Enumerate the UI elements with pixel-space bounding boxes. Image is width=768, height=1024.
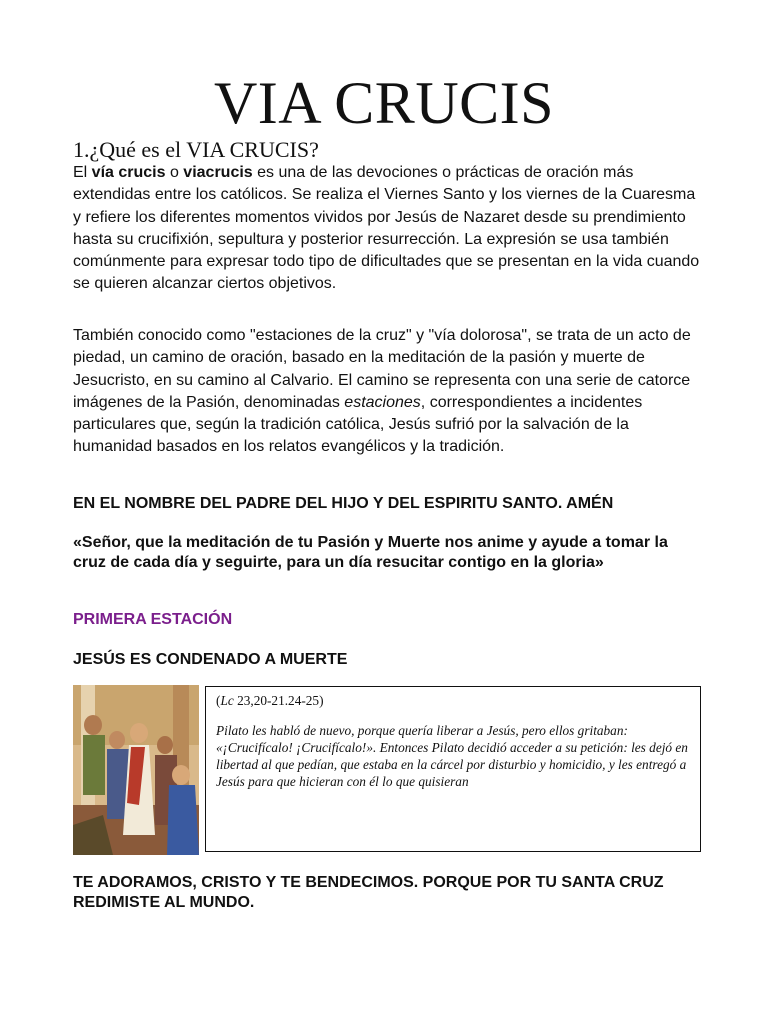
station-label: PRIMERA ESTACIÓN — [73, 611, 233, 628]
station-illustration — [73, 685, 199, 855]
opening-prayer: «Señor, que la meditación de tu Pasión y Muerte nos anime y ayude a tomar la cruz de cada día y seguirte, para un día resucitar contigo en la gloria» — [73, 534, 668, 571]
intro-paragraph — [73, 162, 703, 296]
intro-rest: es una de las devociones o prácticas de oración más extendidas entre los católicos. Se realiza el Viernes Santo y los viernes de la Cuaresma y refiere los diferentes momentos vividos por Jesús de Nazaret desde su prendimiento hasta su crucifixión, sepultura y posterior resurrección. La expresión se usa también comúnmente para expresar todo tipo de dificultades que se presentan en la vida cuando se quieren alcanzar ciertos objetivos. — [73, 164, 700, 293]
invocation-heading: EN EL NOMBRE DEL PADRE DEL HIJO Y DEL ESPIRITU SANTO. AMÉN — [73, 495, 614, 512]
section-subtitle: 1.¿Qué es el VIA CRUCIS? — [73, 137, 319, 162]
term-via-crucis: vía crucis — [91, 164, 166, 181]
gospel-reference — [216, 692, 690, 709]
closing-acclamation: TE ADORAMOS, CRISTO Y TE BENDECIMOS. PORQUE POR TU SANTA CRUZ REDIMISTE AL MUNDO. — [73, 874, 664, 911]
station-heading: JESÚS ES CONDENADO A MUERTE — [73, 651, 348, 668]
reference-verses: 23,20-21.24-25) — [233, 693, 324, 708]
intro-connector: o — [165, 164, 184, 181]
paragraph2-before: También conocido como "estaciones de la cruz" y "vía dolorosa", se trata de un acto de piedad, un camino de oración, basado en la meditación de la pasión y muerte de Jesucristo, en su camino al Calvario. El camino se representa con una serie de catorce imágenes de la Pasión, denominadas — [73, 327, 691, 411]
intro-article: El — [73, 164, 92, 181]
paragraph2-after: , correspondientes a incidentes particulares que, según la tradición católica, Jesús sufrió por la salvación de la humanidad basados en los relatos evangélicos y la tradición. — [73, 393, 643, 456]
reference-book: Lc — [220, 693, 234, 708]
term-viacrucis: viacrucis — [183, 164, 253, 181]
gospel-reading-text: Pilato les habló de nuevo, porque quería liberar a Jesús, pero ellos gritaban: «¡Crucifícalo! ¡Crucifícalo!». Entonces Pilato decidió acceder a su petición: les dejó en libertad al que pedían, que estaba en la cárcel por disturbio y homicidio, y les entregó a Jesús para que hicieran con él lo que quisieran — [216, 723, 688, 789]
reference-open: ( — [216, 693, 221, 708]
term-estaciones: estaciones — [344, 393, 421, 411]
document-title: VIA CRUCIS — [213, 70, 555, 136]
gospel-reading-box — [205, 686, 701, 852]
second-paragraph — [73, 325, 703, 459]
